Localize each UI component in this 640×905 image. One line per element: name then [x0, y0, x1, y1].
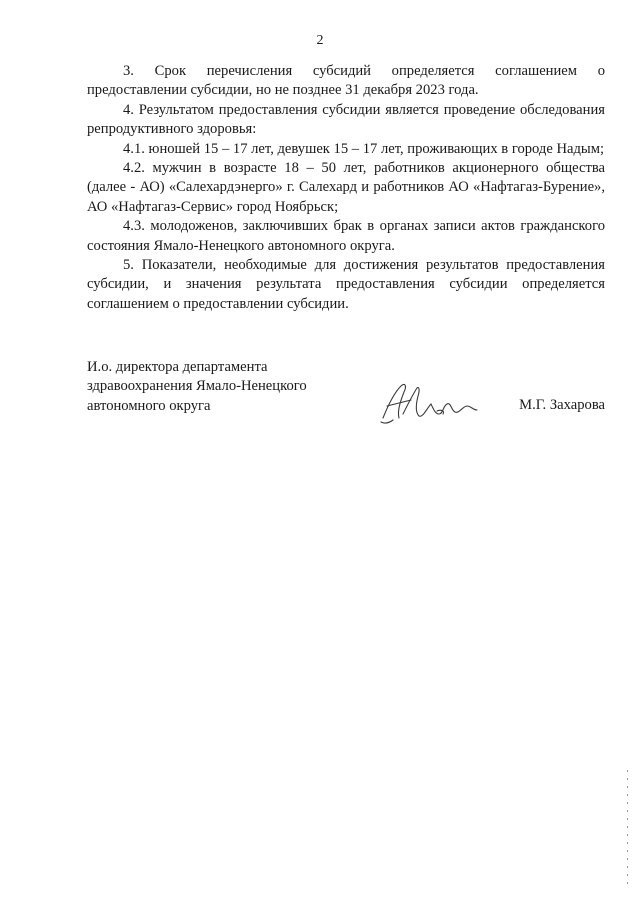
paragraph-subsidy-result: 4. Результатом предоставления субсидии является проведение обследования репродуктивного здоровья: [87, 101, 605, 138]
margin-scan-marks [627, 770, 629, 890]
signer-position-line: автономного округа [87, 397, 211, 414]
page-number: 2 [316, 33, 324, 48]
paragraph-item-4-2: 4.2. мужчин в возрасте 18 – 50 лет, работников акционерного общества (далее - АО) «Салехардэнерго» г. Салехард и работников АО «Нафтагаз-Бурение», АО «Нафтагаз-Сервис» город Ноябрьск; [87, 160, 605, 215]
paragraph-subsidy-deadline: 3. Срок перечисления субсидий определяется соглашением о предоставлении субсидии, но не позднее 31 декабря 2023 года. [87, 63, 605, 99]
signer-position-line: И.о. директора департамента [87, 359, 268, 375]
handwritten-signature [377, 378, 487, 426]
signer-position-line: здравоохранения Ямало-Ненецкого [87, 378, 307, 395]
paragraph-item-4-1: 4.1. юношей 15 – 17 лет, девушек 15 – 17 лет, проживающих в городе Надым; [123, 140, 605, 157]
paragraph-indicators: 5. Показатели, необходимые для достижения результатов предоставления субсидии, и значения результата предоставления субсидии определяется соглашением о предоставлении субсидии. [87, 257, 605, 312]
paragraph-item-4-3: 4.3. молодоженов, заключивших брак в органах записи актов гражданского состояния Ямало-Ненецкого автономного округа. [87, 218, 605, 254]
signer-position [87, 358, 347, 416]
document-body [87, 62, 605, 314]
signature-block [87, 358, 605, 428]
signer-name: М.Г. Захарова [519, 397, 605, 413]
